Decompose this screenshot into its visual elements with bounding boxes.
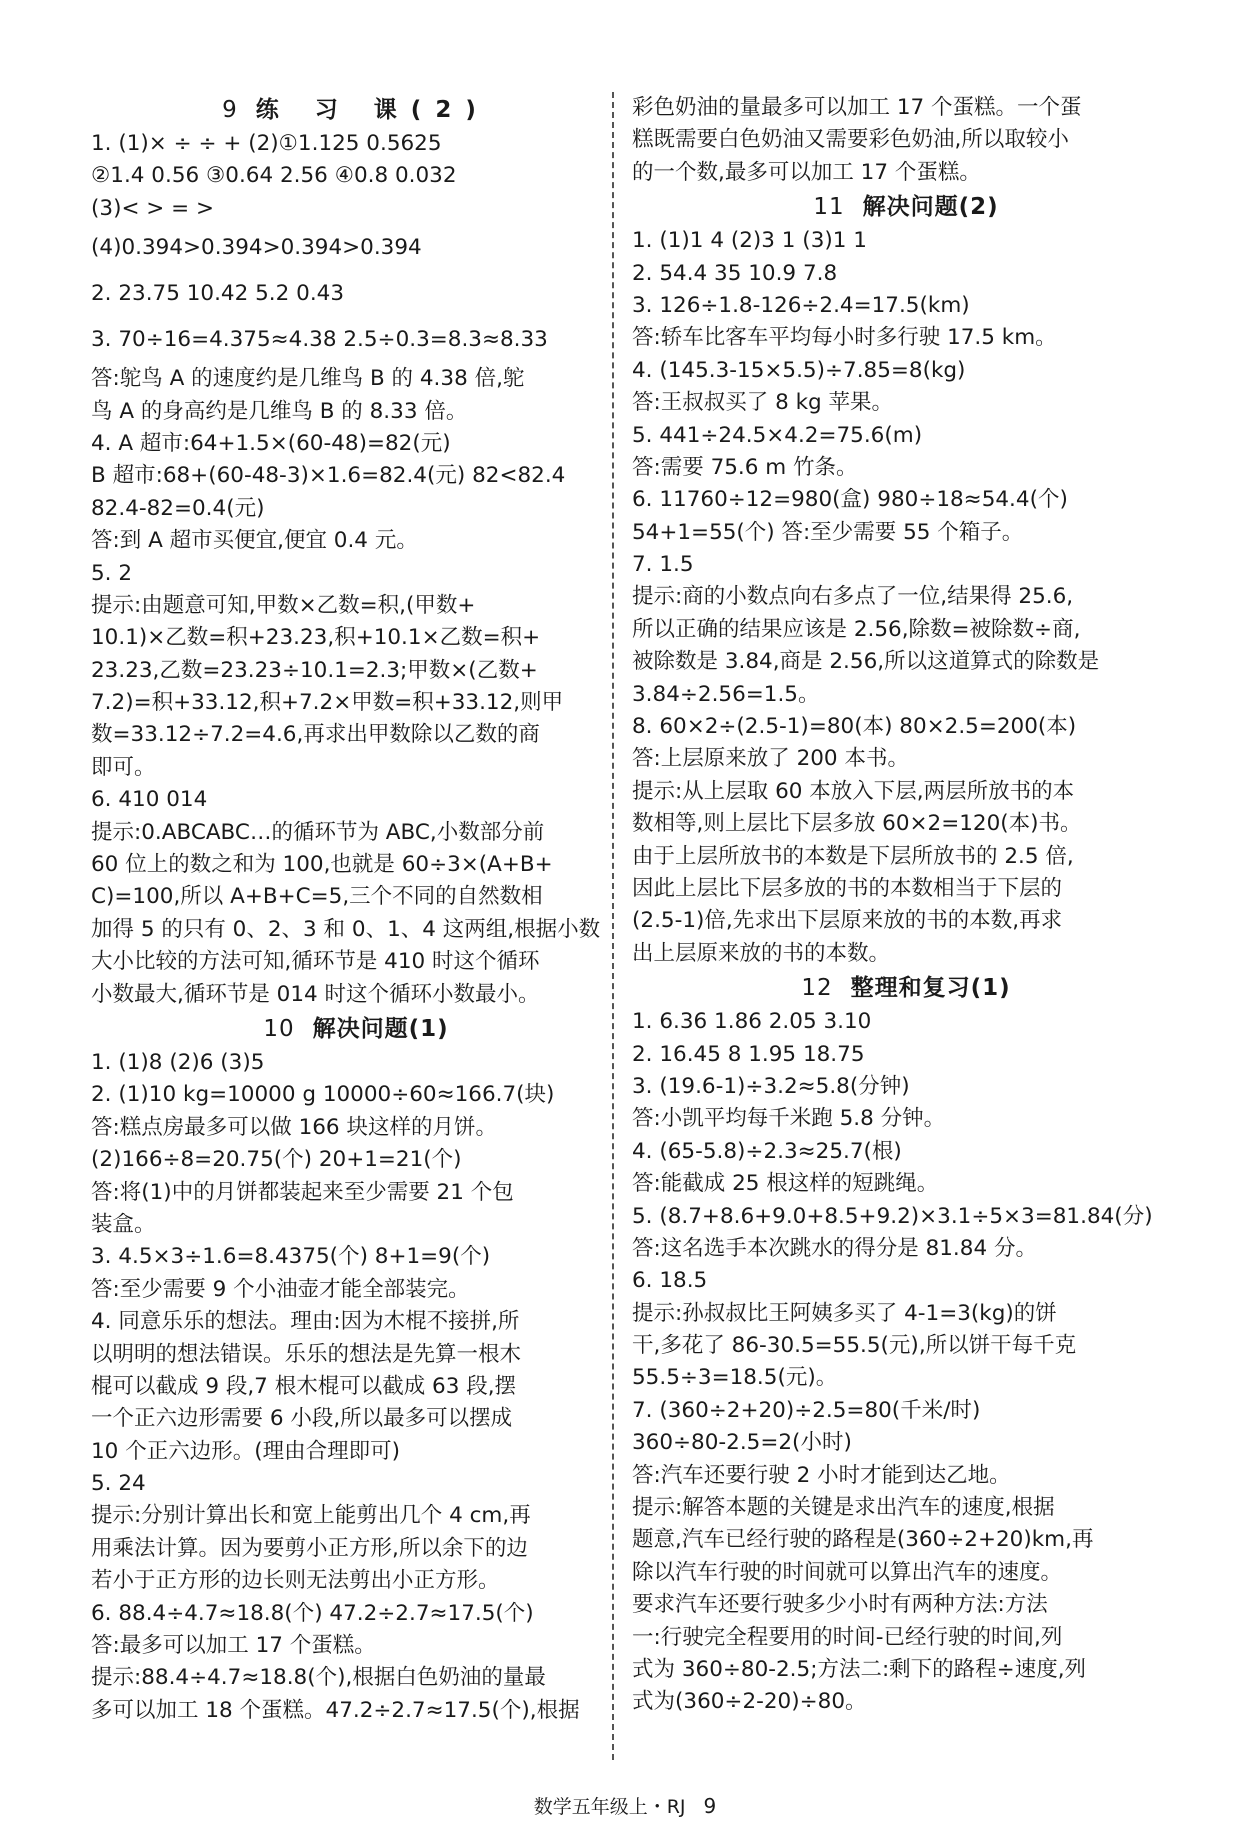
text-line: 8. 60×2÷(2.5-1)=80(本) 80×2.5=200(本) bbox=[632, 714, 1077, 740]
text-line: 5. (8.7+8.6+9.0+8.5+9.2)×3.1÷5×3=81.84(分) bbox=[632, 1203, 1153, 1229]
text-line: 多可以加工 18 个蛋糕。47.2÷2.7≈17.5(个),根据 bbox=[91, 1697, 580, 1723]
text-line: 1. (1)8 (2)6 (3)5 bbox=[91, 1049, 265, 1075]
text-line: 若小于正方形的边长则无法剪出小正方形。 bbox=[91, 1568, 500, 1594]
text-line: 7. (360÷2+20)÷2.5=80(千米/时) bbox=[632, 1397, 981, 1423]
text-line: 式为(360÷2-20)÷80。 bbox=[632, 1689, 867, 1715]
section-title: 练 习 课(2) bbox=[255, 97, 490, 123]
text-line: 3. 4.5×3÷1.6=8.4375(个) 8+1=9(个) bbox=[91, 1244, 491, 1270]
text-line: 5. 441÷24.5×4.2=75.6(m) bbox=[632, 422, 923, 448]
text-line: 答:王叔叔买了 8 kg 苹果。 bbox=[632, 390, 894, 416]
text-line: 6. 11760÷12=980(盒) 980÷18≈54.4(个) bbox=[632, 487, 1068, 513]
text-line: ②1.4 0.56 ③0.64 2.56 ④0.8 0.032 bbox=[91, 163, 457, 189]
text-line: (4)0.394>0.394>0.394>0.394 bbox=[91, 235, 422, 261]
text-line: 由于上层所放书的本数是下层所放书的 2.5 倍, bbox=[632, 843, 1074, 869]
section-number: 12 bbox=[801, 975, 833, 1002]
text-line: 2. 54.4 35 10.9 7.8 bbox=[632, 260, 838, 286]
text-line: 1. (1)× ÷ ÷ + (2)①1.125 0.5625 bbox=[91, 131, 442, 156]
text-line: 3. 126÷1.8-126÷2.4=17.5(km) bbox=[632, 292, 970, 318]
text-line: 出上层原来放的书的本数。 bbox=[632, 940, 891, 966]
text-line: (3)< > = > bbox=[91, 195, 215, 221]
text-line: 答:至少需要 9 个小油壶才能全部装完。 bbox=[91, 1276, 470, 1302]
text-line: 7.2)=积+33.12,积+7.2×甲数=积+33.12,则甲 bbox=[91, 690, 564, 716]
text-line: 23.23,乙数=23.23÷10.1=2.3;甲数×(乙数+ bbox=[91, 657, 538, 683]
text-line: 2. 16.45 8 1.95 18.75 bbox=[632, 1041, 865, 1067]
text-line: 答:将(1)中的月饼都装起来至少需要 21 个包 bbox=[91, 1179, 514, 1205]
text-line: 以明明的想法错误。乐乐的想法是先算一根木 bbox=[91, 1341, 522, 1367]
text-line: 54+1=55(个) 答:至少需要 55 个箱子。 bbox=[632, 519, 1024, 545]
section-9-body bbox=[91, 128, 621, 1011]
text-line: 因此上层比下层多放的书的本数相当于下层的 bbox=[632, 875, 1063, 901]
text-line: 加得 5 的只有 0、2、3 和 0、1、4 这两组,根据小数 bbox=[91, 916, 601, 942]
text-line: 4. (145.3-15×5.5)÷7.85=8(kg) bbox=[632, 357, 966, 383]
section-title: 整理和复习(1) bbox=[850, 975, 1011, 1002]
section-9-heading bbox=[91, 92, 621, 128]
text-line: 4. A 超市:64+1.5×(60-48)=82(元) bbox=[91, 430, 451, 456]
section-number: 10 bbox=[263, 1015, 295, 1042]
continued-text bbox=[632, 92, 1180, 189]
text-line: 4. 同意乐乐的想法。理由:因为木棍不接拼,所 bbox=[91, 1309, 520, 1335]
text-line: 数=33.12÷7.2=4.6,再求出甲数除以乙数的商 bbox=[91, 722, 540, 748]
page-number: 9 bbox=[703, 1794, 717, 1818]
text-line: 答:小凯平均每千米跑 5.8 分钟。 bbox=[632, 1106, 946, 1132]
footer-label: 数学五年级上・RJ bbox=[533, 1796, 686, 1818]
text-line: B 超市:68+(60-48-3)×1.6=82.4(元) 82<82.4 bbox=[91, 463, 566, 489]
text-line: 3. 70÷16=4.375≈4.38 2.5÷0.3=8.3≈8.33 bbox=[91, 327, 548, 353]
text-line: (2)166÷8=20.75(个) 20+1=21(个) bbox=[91, 1147, 462, 1173]
section-11-body bbox=[632, 225, 1180, 970]
text-line: 1. 6.36 1.86 2.05 3.10 bbox=[632, 1009, 872, 1035]
text-line: 用乘法计算。因为要剪小正方形,所以余下的边 bbox=[91, 1535, 528, 1561]
text-line: 数相等,则上层比下层多放 60×2=120(本)书。 bbox=[632, 811, 1082, 837]
text-line: 82.4-82=0.4(元) bbox=[91, 495, 265, 521]
text-line: 5. 2 bbox=[91, 560, 133, 586]
text-line: 提示:商的小数点向右多点了一位,结果得 25.6, bbox=[632, 584, 1074, 610]
text-line: 6. 18.5 bbox=[632, 1268, 708, 1294]
text-line: C)=100,所以 A+B+C=5,三个不同的自然数相 bbox=[91, 884, 543, 910]
text-line: 7. 1.5 bbox=[632, 552, 694, 578]
text-line: 5. 24 bbox=[91, 1471, 146, 1497]
text-line: 提示:解答本题的关键是求出汽车的速度,根据 bbox=[632, 1495, 1055, 1521]
text-line: 提示:由题意可知,甲数×乙数=积,(甲数+ bbox=[91, 592, 476, 618]
text-line: 360÷80-2.5=2(小时) bbox=[632, 1430, 852, 1456]
text-line: 答:糕点房最多可以做 166 块这样的月饼。 bbox=[91, 1114, 497, 1140]
text-line: 答:最多可以加工 17 个蛋糕。 bbox=[91, 1633, 376, 1659]
page-footer bbox=[0, 1792, 1250, 1819]
text-line: 2. 23.75 10.42 5.2 0.43 bbox=[91, 281, 345, 307]
text-line: 除以汽车行驶的时间就可以算出汽车的速度。 bbox=[632, 1559, 1063, 1585]
text-line: 题意,汽车已经行驶的路程是(360÷2+20)km,再 bbox=[632, 1527, 1094, 1553]
section-number: 9 bbox=[222, 97, 238, 123]
text-line: 提示:从上层取 60 本放入下层,两层所放书的本 bbox=[632, 778, 1075, 804]
text-line: 10.1)×乙数=积+23.23,积+10.1×乙数=积+ bbox=[91, 625, 541, 651]
text-line: 一个正六边形需要 6 小段,所以最多可以摆成 bbox=[91, 1406, 513, 1432]
text-line: 棍可以截成 9 段,7 根木棍可以截成 63 段,摆 bbox=[91, 1373, 517, 1399]
text-line: 干,多花了 86-30.5=55.5(元),所以饼干每千克 bbox=[632, 1333, 1077, 1359]
text-line: 60 位上的数之和为 100,也就是 60÷3×(A+B+ bbox=[91, 852, 553, 878]
section-title: 解决问题(2) bbox=[862, 194, 999, 221]
text-line: 大小比较的方法可知,循环节是 410 时这个循环 bbox=[91, 949, 540, 975]
section-12-heading bbox=[632, 970, 1180, 1006]
text-line: 提示:88.4÷4.7≈18.8(个),根据白色奶油的量最 bbox=[91, 1665, 546, 1691]
text-line: (2.5-1)倍,先求出下层原来放的书的本数,再求 bbox=[632, 908, 1063, 934]
section-title: 解决问题(1) bbox=[312, 1015, 449, 1042]
text-line: 式为 360÷80-2.5;方法二:剩下的路程÷速度,列 bbox=[632, 1656, 1087, 1682]
text-line: 3.84÷2.56=1.5。 bbox=[632, 681, 820, 707]
text-line: 答:需要 75.6 m 竹条。 bbox=[632, 454, 858, 480]
text-line: 答:汽车还要行驶 2 小时才能到达乙地。 bbox=[632, 1462, 1011, 1488]
right-column bbox=[632, 92, 1180, 1719]
text-line: 装盒。 bbox=[91, 1211, 156, 1237]
text-line: 6. 88.4÷4.7≈18.8(个) 47.2÷2.7≈17.5(个) bbox=[91, 1600, 534, 1626]
text-line: 答:这名选手本次跳水的得分是 81.84 分。 bbox=[632, 1235, 1037, 1261]
text-line: 所以正确的结果应该是 2.56,除数=被除数÷商, bbox=[632, 616, 1081, 642]
text-line: 4. (65-5.8)÷2.3≈25.7(根) bbox=[632, 1138, 902, 1164]
text-line: 1. (1)1 4 (2)3 1 (3)1 1 bbox=[632, 228, 867, 254]
text-line: 55.5÷3=18.5(元)。 bbox=[632, 1365, 838, 1391]
text-line: 10 个正六边形。(理由合理即可) bbox=[91, 1438, 400, 1464]
text-line: 提示:0.ABCABC…的循环节为 ABC,小数部分前 bbox=[91, 819, 545, 845]
text-line: 要求汽车还要行驶多少小时有两种方法:方法 bbox=[632, 1592, 1048, 1618]
section-10-body bbox=[91, 1047, 621, 1727]
text-line: 彩色奶油的量最多可以加工 17 个蛋糕。一个蛋 bbox=[632, 95, 1082, 120]
text-line: 答:上层原来放了 200 本书。 bbox=[632, 746, 909, 772]
text-line: 一:行驶完全程要用的时间-已经行驶的时间,列 bbox=[632, 1624, 1063, 1650]
column-divider bbox=[612, 92, 614, 1760]
text-line: 答:到 A 超市买便宜,便宜 0.4 元。 bbox=[91, 528, 418, 554]
left-column bbox=[91, 92, 621, 1727]
text-line: 小数最大,循环节是 014 时这个循环小数最小。 bbox=[91, 981, 540, 1007]
section-10-heading bbox=[91, 1011, 621, 1047]
text-line: 被除数是 3.84,商是 2.56,所以这道算式的除数是 bbox=[632, 649, 1100, 675]
section-12-body bbox=[632, 1006, 1180, 1719]
text-line: 糕既需要白色奶油又需要彩色奶油,所以取较小 bbox=[632, 127, 1069, 153]
text-line: 3. (19.6-1)÷3.2≈5.8(分钟) bbox=[632, 1073, 910, 1099]
text-line: 答:鸵鸟 A 的速度约是几维鸟 B 的 4.38 倍,鸵 bbox=[91, 366, 525, 392]
text-line: 提示:分别计算出长和宽上能剪出几个 4 cm,再 bbox=[91, 1503, 531, 1529]
text-line: 鸟 A 的身高约是几维鸟 B 的 8.33 倍。 bbox=[91, 398, 468, 424]
text-line: 提示:孙叔叔比王阿姨多买了 4-1=3(kg)的饼 bbox=[632, 1300, 1057, 1326]
text-line: 2. (1)10 kg=10000 g 10000÷60≈166.7(块) bbox=[91, 1082, 555, 1108]
text-line: 的一个数,最多可以加工 17 个蛋糕。 bbox=[632, 159, 981, 185]
section-number: 11 bbox=[813, 194, 845, 221]
section-11-heading bbox=[632, 189, 1180, 225]
text-line: 答:能截成 25 根这样的短跳绳。 bbox=[632, 1171, 939, 1197]
text-line: 即可。 bbox=[91, 754, 156, 780]
text-line: 6. 410 014 bbox=[91, 787, 208, 813]
text-line: 答:轿车比客车平均每小时多行驶 17.5 km。 bbox=[632, 325, 1057, 351]
